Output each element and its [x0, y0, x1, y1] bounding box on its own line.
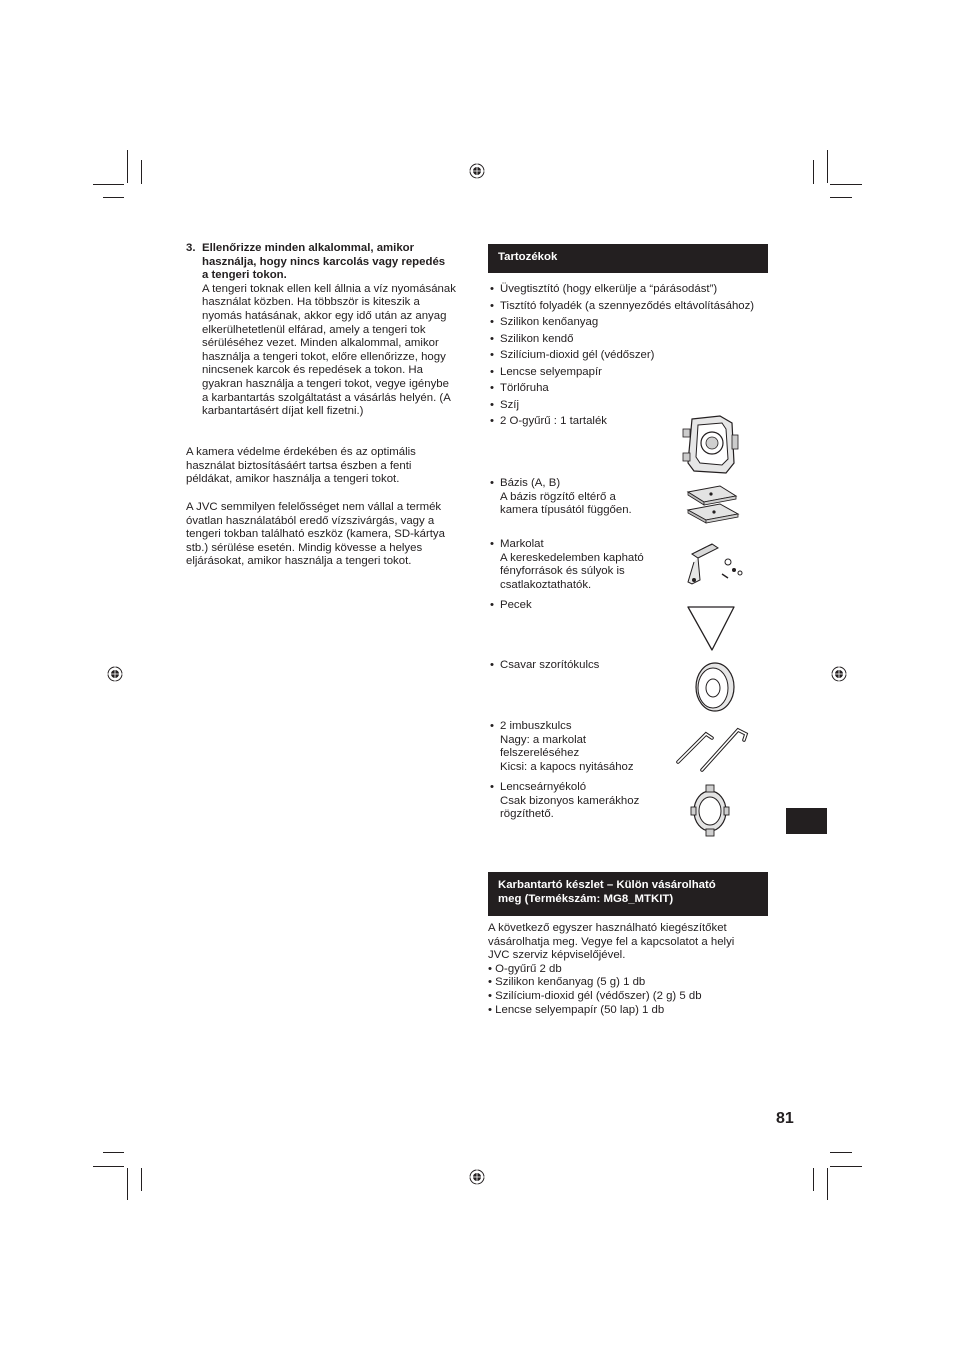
step-3 — [186, 242, 471, 419]
hex-keys-icon — [676, 724, 750, 774]
list-item: • Törlőruha — [490, 382, 549, 394]
step-number: 3. — [186, 242, 196, 254]
list-item: • Tisztító folyadék (a szennyeződés eltávolításához) — [490, 299, 755, 312]
maintenance-kit-heading: Karbantartó készlet – Külön vásárolható meg (Termékszám: MG8_MTKIT) — [488, 872, 768, 916]
section-tab — [786, 808, 827, 834]
registration-mark-icon — [107, 666, 123, 682]
page-number: 81 — [776, 1110, 794, 1127]
list-item: • Lencse selyempapír (50 lap) 1 db — [488, 1003, 665, 1016]
base-plates-icon — [684, 484, 742, 528]
step-body: A tengeri toknak ellen kell állnia a víz nyomásának használat közben. Ha többször is kiteszik a nyomás hatásának, akkor egy idő után az anyag elkerülhetetlenül elfárad, amely a tengeri tok sérüléséhez vezet. Minden alkalommal, amikor használja a tengeri tokot, előre ellenőrizze, hogy nincsenek karcok és repedések a tokon. Ha gyakran használja a tengeri tokot, vegye igénybe a karbantartás szolgáltatást a vásárlás helyén. (A karbantartásért díjat kell fizetni.) — [202, 282, 456, 418]
list-item: • Üvegtisztító (hogy elkerülje a “párásodást”) — [490, 283, 718, 295]
accessories-heading: Tartozékok — [488, 244, 768, 273]
grip-icon — [682, 540, 746, 588]
maintenance-kit-body: A következő egyszer használható kiegészítőket vásárolhatja meg. Vegye fel a kapcsolatot a helyi JVC szerviz képviselőjével. • O-gyűrű 2 db • Szilikon kenőanyag (5 g) 1 db • Szilícium-dioxid gél (védőszer) (2 g) 5 db • Lencse selyempapír (50 lap) 1 db — [488, 922, 778, 1017]
peg-triangle-icon — [685, 604, 737, 652]
list-item: • Szilikon kenőanyag — [490, 316, 599, 328]
accessory-lens-hood: • Lencseárnyékoló Csak bizonyos kamerákhoz rögzíthető. — [490, 781, 640, 821]
list-item: • Lencse selyempapír — [490, 365, 602, 378]
screw-wrench-ring-icon — [691, 661, 737, 713]
accessory-grip: • Markolat A kereskedelemben kapható fényforrások és súlyok is csatlakoztathatók. — [490, 538, 644, 591]
housing-o-ring-icon — [680, 413, 742, 475]
accessory-base: • Bázis (A, B) A bázis rögzítő eltérő a kamera típusától függően. — [490, 477, 632, 517]
step-title: Ellenőrizze minden alkalommal, amikor használja, hogy nincs karcolás vagy repedés a tengeri tokon. — [202, 242, 446, 282]
accessory-hex-keys: • 2 imbuszkulcs Nagy: a markolat felszereléséhez Kicsi: a kapocs nyitásához — [490, 720, 634, 773]
paragraph-jvc-liability: A JVC semmilyen felelősséget nem vállal a termék óvatlan használatából eredő vízszivárgás, vagy a tengeri tokban található eszköz (kamera, SD-kártya stb.) sérülése esetén. Mindig kövesse a helyes eljárásokat, amikor használja a tengeri tokot. — [186, 501, 445, 568]
list-item: • Szilikon kenőanyag (5 g) 1 db — [488, 976, 646, 989]
paragraph-camera-protection: A kamera védelme érdekében és az optimális használat biztosításáért tartsa észben a fenti példákat, amikor használja a tengeri tokot. — [186, 446, 416, 486]
list-item: • O-gyűrű 2 db — [488, 962, 562, 975]
lens-hood-icon — [688, 783, 732, 837]
registration-mark-icon — [469, 1169, 485, 1185]
registration-mark-icon — [831, 666, 847, 682]
list-item: • 2 O-gyűrű : 1 tartalék — [490, 415, 607, 427]
accessory-peg: • Pecek — [490, 599, 532, 611]
accessory-screw-wrench: • Csavar szorítókulcs — [490, 659, 600, 671]
list-item: • Szilikon kendő — [490, 332, 574, 345]
registration-mark-icon — [469, 163, 485, 179]
list-item: • Szilícium-dioxid gél (védőszer) (2 g) 5 db — [488, 989, 702, 1002]
accessories-list — [490, 283, 780, 432]
list-item: • Szíj — [490, 398, 519, 411]
list-item: • Szilícium-dioxid gél (védőszer) — [490, 349, 655, 361]
